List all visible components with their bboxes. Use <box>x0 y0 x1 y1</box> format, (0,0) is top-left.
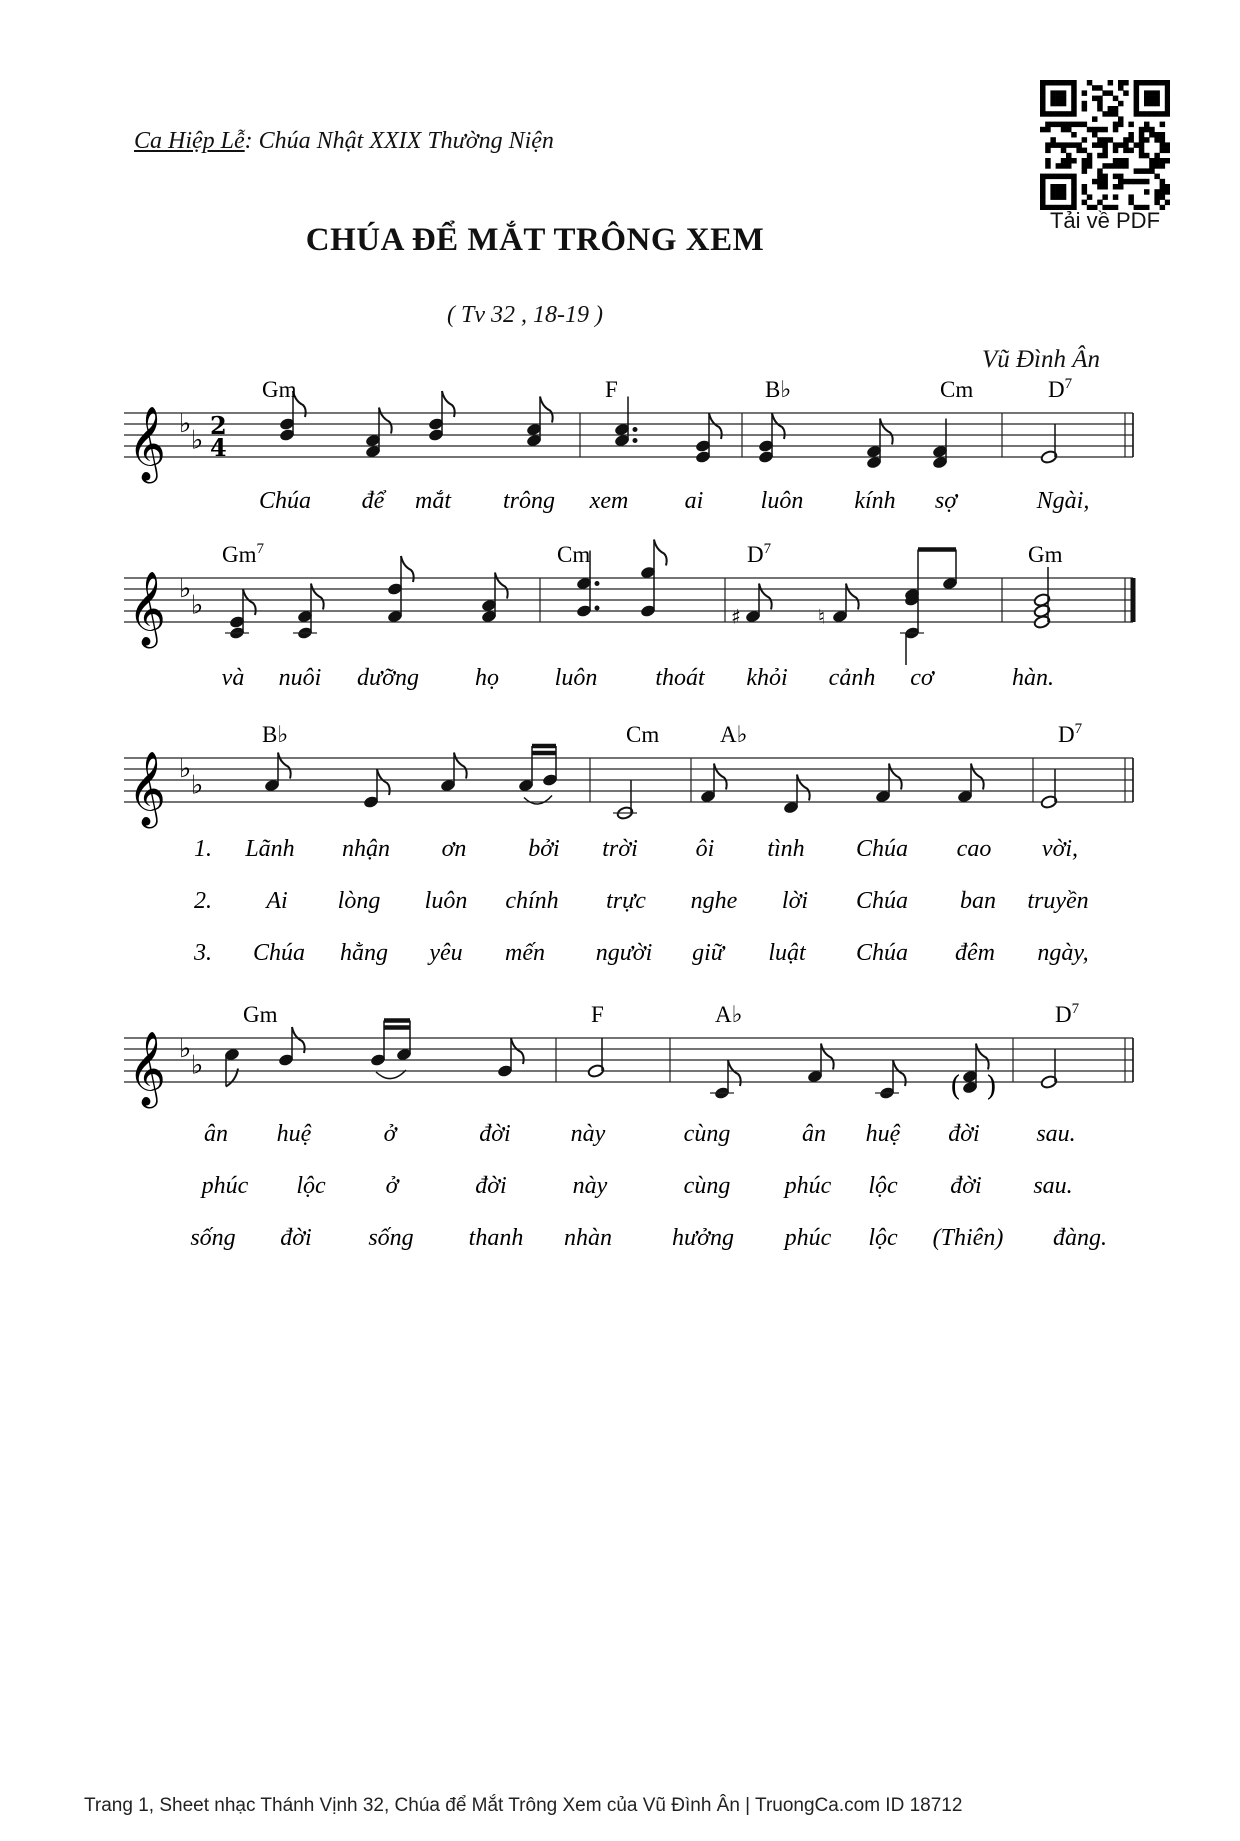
sharp-icon: ♯ <box>731 604 741 629</box>
lyric-syllable: đời <box>280 1225 312 1251</box>
category-label: Ca Hiệp Lễ <box>134 128 245 154</box>
chord-symbol: $D^7$ <box>747 541 772 567</box>
lyric-syllable: trời <box>602 836 638 862</box>
parenthesis: ) <box>986 1069 997 1103</box>
lyric-syllable: hưởng <box>672 1225 734 1251</box>
lyric-syllable: cùng <box>683 1173 731 1199</box>
lyric-syllable: khỏi <box>746 665 788 691</box>
lyric-syllable: ai <box>684 488 704 514</box>
chord-extension: 7 <box>1064 376 1073 392</box>
lyric-syllable: đời <box>950 1173 982 1199</box>
lyric-syllable: phúc <box>201 1173 249 1199</box>
chord-symbol: $D^7$ <box>1048 376 1073 402</box>
lyric-syllable: đời <box>479 1121 511 1147</box>
natural-icon: ♮ <box>818 604 826 629</box>
dot <box>633 438 638 443</box>
lyric-syllable: trực <box>606 888 646 914</box>
lyric-syllable: ôi <box>695 836 715 862</box>
note <box>866 419 893 470</box>
lyric-syllable: để <box>361 488 385 514</box>
chord-symbol: F <box>605 377 618 402</box>
lyric-syllable: ban <box>960 888 996 914</box>
flag <box>880 419 893 445</box>
lyric-syllable: trông <box>502 488 556 514</box>
lyric-syllable: ngày, <box>1037 940 1089 966</box>
lyric-syllable: luôn <box>554 665 598 691</box>
note <box>293 584 324 641</box>
note <box>225 589 256 640</box>
lyric-syllable: truyền <box>1027 888 1089 914</box>
note <box>613 780 637 820</box>
lyric-syllable: đời <box>475 1173 507 1199</box>
lyric-syllable: 2. <box>194 888 212 914</box>
note <box>1033 567 1051 629</box>
note <box>900 550 958 666</box>
flag <box>821 1044 834 1070</box>
note <box>497 1038 524 1078</box>
dot <box>595 606 600 611</box>
lyric-syllable: mến <box>505 940 545 966</box>
note <box>710 1060 741 1100</box>
flag <box>311 584 324 610</box>
dot <box>595 581 600 586</box>
note <box>875 1060 906 1100</box>
lyric-syllable: Chúa <box>252 940 306 966</box>
lyric-syllable: Ai <box>266 888 288 914</box>
lyric-syllable: đàng. <box>1053 1225 1107 1251</box>
lyric-syllable: Chúa <box>855 836 909 862</box>
chord-symbol: B♭ <box>262 722 289 747</box>
lyric-syllable: hằng <box>340 940 388 966</box>
note <box>950 1044 997 1103</box>
note <box>526 397 553 448</box>
lyric-syllable: sau. <box>1036 1121 1076 1147</box>
lyric-syllable: sợ <box>934 488 958 514</box>
lyric-syllable: bởi <box>528 836 560 862</box>
time-signature-bottom: 4 <box>210 433 227 462</box>
flag <box>797 775 810 801</box>
flat-icon: ♭ <box>191 425 204 456</box>
lyric-syllable: lộc <box>296 1173 326 1199</box>
chord-extension: 7 <box>256 541 264 557</box>
note <box>387 556 414 624</box>
lyric-syllable: nhàn <box>564 1225 612 1251</box>
chord-extension: 7 <box>1071 1001 1080 1017</box>
lyric-syllable: luôn <box>424 888 468 914</box>
note <box>614 397 638 448</box>
treble-clef-icon: 𝄞 <box>128 752 166 826</box>
lyric-syllable: Chúa <box>855 940 909 966</box>
flat-icon: ♭ <box>179 409 192 439</box>
lyric-syllable: người <box>595 940 653 966</box>
lyric-syllable: nhận <box>342 836 390 862</box>
lyric-syllable: luôn <box>760 488 804 514</box>
chord-symbol: Cm <box>626 722 660 747</box>
lyric-syllable: 3. <box>194 940 212 966</box>
lyric-syllable: ân <box>204 1121 228 1147</box>
flag <box>379 408 392 434</box>
slur <box>524 796 552 805</box>
chord-extension: 7 <box>1074 721 1083 737</box>
chord-symbol: $D^7$ <box>1058 721 1083 747</box>
note <box>587 1038 605 1078</box>
lyric-syllable: mắt <box>415 488 451 514</box>
note <box>518 746 559 804</box>
lyric-syllable: đời <box>948 1121 980 1147</box>
flag <box>976 1044 989 1070</box>
composer-name: Vũ Đình Ân <box>981 346 1100 373</box>
lyric-syllable: ơn <box>441 836 467 862</box>
chord-symbol: A♭ <box>715 1002 743 1027</box>
note <box>1040 1049 1058 1089</box>
lyric-syllable: thoát <box>655 665 705 691</box>
lyric-syllable: hàn. <box>1012 665 1054 691</box>
lyric-syllable: phúc <box>784 1225 832 1251</box>
flag <box>846 584 859 610</box>
flag <box>714 764 727 790</box>
lyric-syllable: Lãnh <box>245 836 295 862</box>
lyric-syllable: giữ <box>692 940 724 966</box>
lyric-syllable: ân <box>802 1121 826 1147</box>
flat-icon: ♭ <box>191 590 204 621</box>
flag <box>278 753 291 779</box>
lyric-syllable: này <box>570 1121 606 1147</box>
flag <box>971 764 984 790</box>
lyric-syllable: sau. <box>1033 1173 1073 1199</box>
lyric-syllable: sống <box>368 1225 414 1251</box>
lyric-syllable: lộc <box>868 1225 898 1251</box>
chord-symbol: Cm <box>940 377 974 402</box>
lyric-syllable: Chúa <box>855 888 909 914</box>
flag <box>540 397 553 423</box>
flag <box>454 753 467 779</box>
chord-symbol: A♭ <box>720 722 748 747</box>
page-footer: Trang 1, Sheet nhạc Thánh Vịnh 32, Chúa để Mắt Trông Xem của Vũ Đình Ân | TruongCa.com ID 18712 <box>84 1795 963 1816</box>
lyric-syllable: ở <box>385 1173 399 1199</box>
psalm-reference: ( Tv 32 , 18-19 ) <box>447 302 603 328</box>
category-value: : Chúa Nhật XXIX Thường Niện <box>244 128 554 154</box>
treble-clef-icon: 𝄞 <box>128 407 166 481</box>
lyric-syllable: và <box>221 665 245 691</box>
lyric-syllable: luật <box>768 940 806 966</box>
chord-symbol: Gm <box>243 1002 278 1027</box>
note <box>278 1027 305 1067</box>
music-system-3 <box>124 721 1133 966</box>
lyric-syllable: họ <box>475 665 499 691</box>
lyric-syllable: chính <box>505 888 559 914</box>
chord-symbol: $D^7$ <box>1055 1001 1080 1027</box>
chord-symbol: Cm <box>557 542 591 567</box>
lyric-syllable: phúc <box>784 1173 832 1199</box>
chord-symbol: Gm <box>262 377 297 402</box>
lyric-syllable: này <box>572 1173 608 1199</box>
flat-icon: ♭ <box>179 754 192 784</box>
lyric-syllable: vời, <box>1041 836 1079 862</box>
lyric-syllable: yêu <box>429 940 463 966</box>
note <box>640 540 667 619</box>
music-system-1 <box>124 376 1133 514</box>
lyric-syllable: Chúa <box>258 488 312 514</box>
lyric-syllable: đêm <box>955 940 995 966</box>
note <box>1040 769 1058 809</box>
lyric-syllable: huệ <box>865 1121 901 1147</box>
lyric-syllable: thanh <box>468 1225 524 1251</box>
lyric-syllable: kính <box>854 488 896 514</box>
flag <box>495 573 508 599</box>
lyric-syllable: sống <box>190 1225 236 1251</box>
treble-clef-icon: 𝄞 <box>128 1032 166 1106</box>
music-system-2 <box>124 540 1133 692</box>
chord-symbol: F <box>591 1002 604 1027</box>
chord-symbol: B♭ <box>765 377 792 402</box>
lyric-syllable: (Thiên) <box>932 1225 1004 1251</box>
parenthesis: ( <box>950 1069 961 1103</box>
flag <box>654 540 667 566</box>
lyric-syllable: huệ <box>276 1121 312 1147</box>
flag <box>889 764 902 790</box>
flat-icon: ♭ <box>191 1050 204 1081</box>
lyric-syllable: cảnh <box>828 665 876 691</box>
lyric-syllable: cơ <box>910 665 934 691</box>
flag <box>759 584 772 610</box>
lyric-syllable: ở <box>383 1121 397 1147</box>
dot <box>633 427 638 432</box>
lyric-syllable: dưỡng <box>357 665 419 691</box>
lyric-syllable: nghe <box>690 888 738 914</box>
treble-clef-icon: 𝄞 <box>128 572 166 646</box>
flat-icon: ♭ <box>179 574 192 604</box>
time-signature-top: 2 <box>210 411 227 440</box>
lyric-syllable: lòng <box>337 888 381 914</box>
lyric-syllable: lộc <box>868 1173 898 1199</box>
lyric-syllable: Ngài, <box>1036 488 1090 514</box>
chord-extension: 7 <box>763 541 772 557</box>
note <box>932 419 949 470</box>
song-title: CHÚA ĐỂ MẮT TRÔNG XEM <box>305 222 765 258</box>
lyric-syllable: tình <box>767 836 805 862</box>
flat-icon: ♭ <box>191 770 204 801</box>
flat-icon: ♭ <box>179 1034 192 1064</box>
download-pdf-label[interactable]: Tải về PDF <box>1049 208 1161 233</box>
chord-symbol: Gm$^7$ <box>222 541 264 567</box>
note <box>365 408 392 459</box>
chord-symbol: Gm <box>1028 542 1063 567</box>
lyric-syllable: nuôi <box>278 665 322 691</box>
note <box>224 1047 241 1086</box>
note <box>363 769 390 809</box>
lyric-syllable: cùng <box>683 1121 731 1147</box>
note <box>481 573 508 624</box>
lyric-syllable: cao <box>956 836 992 862</box>
note <box>1040 424 1058 464</box>
lyric-syllable: 1. <box>194 836 212 862</box>
lyric-syllable: lời <box>781 888 809 914</box>
music-system-4 <box>124 1001 1133 1251</box>
lyric-syllable: xem <box>589 488 629 514</box>
